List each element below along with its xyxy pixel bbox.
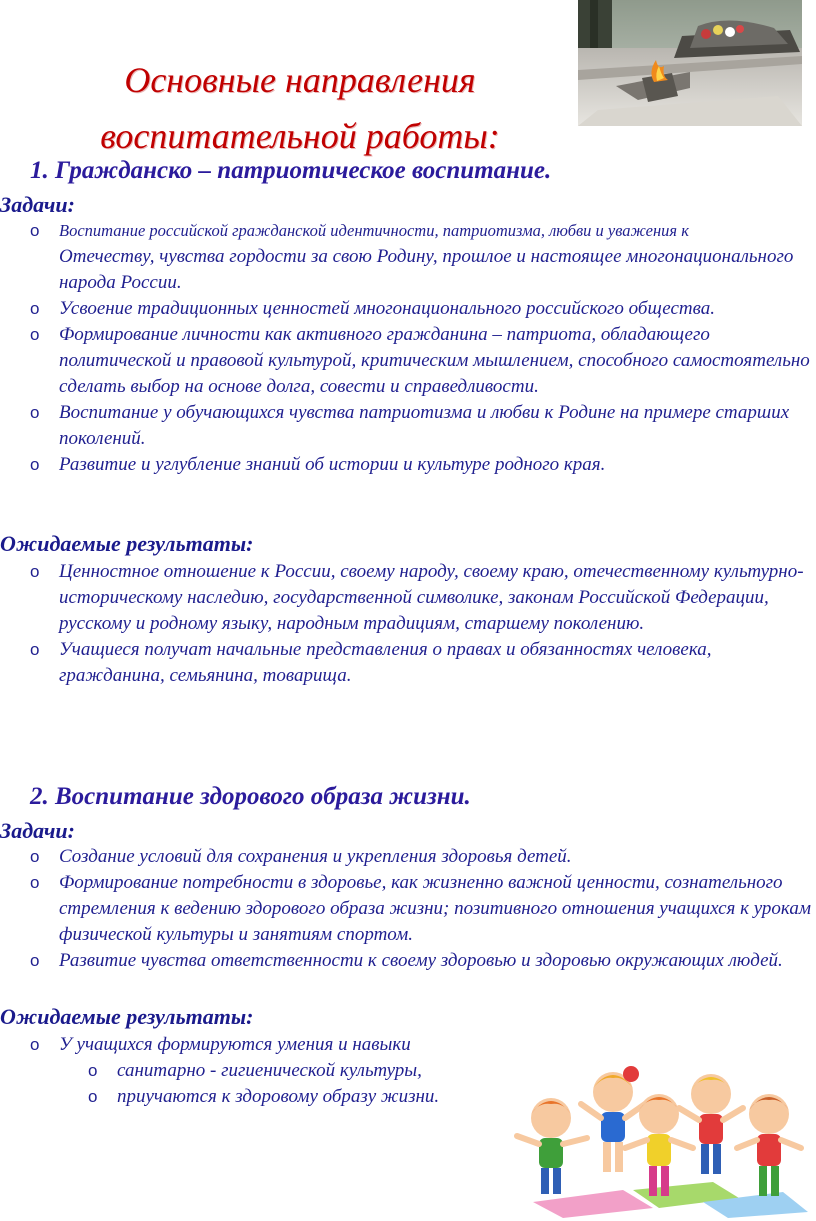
section2-tasks-list	[0, 844, 816, 974]
list-item-text: Ценностное отношение к России, своему народу, своему краю, отечественному культурно-историческому наследию, государственной символике, законам Российской Федерации, русскому и родному языку, народным традициям, старшему поколению.	[59, 561, 804, 634]
bullet-icon: o	[30, 325, 40, 344]
section1-heading: 1. Гражданско – патриотическое воспитание.	[30, 157, 552, 184]
section2-heading: 2. Воспитание здорового образа жизни.	[30, 783, 471, 810]
list-item-text: У учащихся формируются умения и навыки	[59, 1034, 411, 1055]
list-item	[0, 400, 816, 452]
bullet-icon: o	[30, 873, 40, 892]
list-item-text: Развитие чувства ответственности к своему здоровью и здоровью окружающих людей.	[59, 950, 783, 971]
bullet-icon: o	[30, 951, 40, 970]
list-item	[0, 637, 816, 689]
list-item	[0, 218, 816, 296]
list-item	[0, 870, 816, 948]
bullet-icon: o	[30, 847, 40, 866]
section2-sub-results-list	[0, 1058, 520, 1110]
list-item	[0, 1032, 520, 1058]
list-item-text: Развитие и углубление знаний об истории и культуре родного края.	[59, 454, 606, 475]
list-item	[0, 948, 816, 974]
bullet-icon: o	[88, 1061, 98, 1080]
title-line-1: Основные направления	[124, 60, 476, 100]
bullet-icon: o	[30, 221, 40, 240]
bullet-icon: o	[30, 1035, 40, 1054]
bullet-icon: o	[30, 640, 40, 659]
bullet-icon: o	[30, 562, 40, 581]
title-line-2: воспитательной работы:	[100, 116, 500, 156]
section2-results-label: Ожидаемые результаты:	[0, 1004, 254, 1029]
list-item	[0, 322, 816, 400]
section2-tasks-label: Задачи:	[0, 818, 75, 843]
eternal-flame-memorial-photo	[578, 0, 802, 126]
list-item-text: Воспитание российской гражданской идентичности, патриотизма, любви и уважения к	[59, 221, 689, 240]
list-item-text: Усвоение традиционных ценностей многонационального российского общества.	[59, 298, 715, 319]
bullet-icon: o	[88, 1087, 98, 1106]
section1-results-list	[0, 559, 816, 689]
exercising-children-illustration	[503, 1052, 808, 1218]
section1-tasks-list	[0, 218, 816, 478]
page-title	[40, 52, 560, 164]
list-item-text: Формирование личности как активного гражданина – патриота, обладающего политической и правовой культурой, критическим мышлением, способного самостоятельно сделать выбор на основе долга, совести и справедливости.	[59, 324, 810, 397]
sub-list-item-text: приучаются к здоровому образу жизни.	[117, 1086, 440, 1107]
bullet-icon: o	[30, 403, 40, 422]
section1-tasks-label: Задачи:	[0, 192, 75, 217]
bullet-icon: o	[30, 299, 40, 318]
list-item-text: Отечеству, чувства гордости за свою Родину, прошлое и настоящее многонационального народа России.	[59, 246, 794, 293]
sub-list-item	[0, 1058, 520, 1084]
sub-list-item	[0, 1084, 520, 1110]
list-item-text: Создание условий для сохранения и укрепления здоровья детей.	[59, 846, 572, 867]
section2-results-list	[0, 1032, 520, 1058]
list-item	[0, 559, 816, 637]
list-item	[0, 452, 816, 478]
sub-list-item-text: санитарно - гигиенической культуры,	[117, 1060, 422, 1081]
list-item-text: Формирование потребности в здоровье, как жизненно важной ценности, сознательного стремления к ведению здорового образа жизни; позитивного отношения учащихся к урокам физической культуры и занятиям спортом.	[59, 872, 811, 945]
list-item	[0, 296, 816, 322]
list-item-text: Учащиеся получат начальные представления о правах и обязанностях человека, гражданина, семьянина, товарища.	[59, 639, 712, 686]
section1-results-label: Ожидаемые результаты:	[0, 531, 254, 556]
list-item-text: Воспитание у обучающихся чувства патриотизма и любви к Родине на примере старших поколений.	[59, 402, 790, 449]
list-item	[0, 844, 816, 870]
bullet-icon: o	[30, 455, 40, 474]
